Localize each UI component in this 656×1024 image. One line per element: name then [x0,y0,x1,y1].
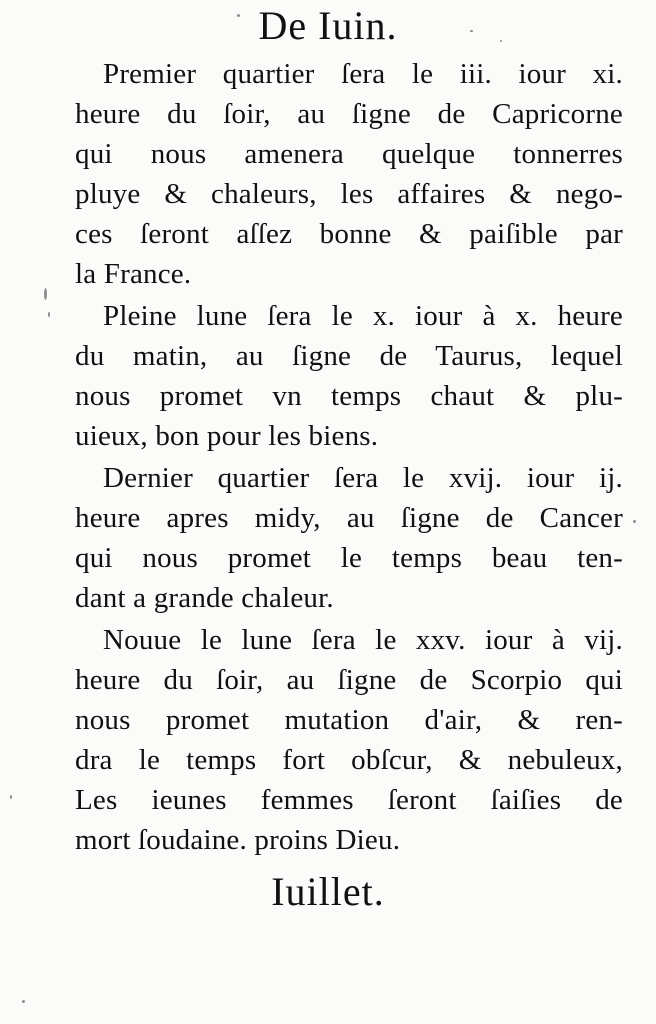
text-line: du matin, au ſigne de Taurus, lequel [75,340,623,372]
text-line: dra le temps fort obſcur, & nebuleux, [75,744,623,776]
ink-speck [48,312,50,317]
ink-speck [633,520,636,523]
text-line: Premier quartier ſera le iii. iour xi. [103,58,623,90]
text-line: qui nous promet le temps beau ten- [75,542,623,574]
text-line: mort ſoudaine. proins Dieu. [75,824,401,856]
text-line: Pleine lune ſera le x. iour à x. heure [103,300,623,332]
text-line: qui nous amenera quelque tonnerres [75,138,623,170]
text-line: heure du ſoir, au ſigne de Capricorne [75,98,623,130]
ink-speck [22,1000,25,1003]
month-heading-july: Iuillet. [271,869,385,914]
text-line: heure apres midy, au ſigne de Cancer [75,502,623,534]
ink-speck [44,288,47,300]
month-heading-june: De Iuin. [258,3,398,48]
text-line: dant a grande chaleur. [75,582,334,614]
text-line: Les ieunes femmes ſeront ſaiſies de [75,784,623,816]
ink-speck [10,795,12,799]
text-line: Dernier quartier ſera le xvij. iour ij. [103,462,623,494]
text-line: uieux, bon pour les biens. [75,420,379,452]
text-line: ces ſeront aſſez bonne & paiſible par [75,218,623,250]
text-line: Nouue le lune ſera le xxv. iour à vij. [103,624,623,656]
text-line: nous promet vn temps chaut & plu- [75,380,623,412]
text-line: heure du ſoir, au ſigne de Scorpio qui [75,664,623,696]
text-line: nous promet mutation d'air, & ren- [75,704,623,736]
text-line: pluye & chaleurs, les affaires & nego- [75,178,623,210]
text-line: la France. [75,258,192,290]
